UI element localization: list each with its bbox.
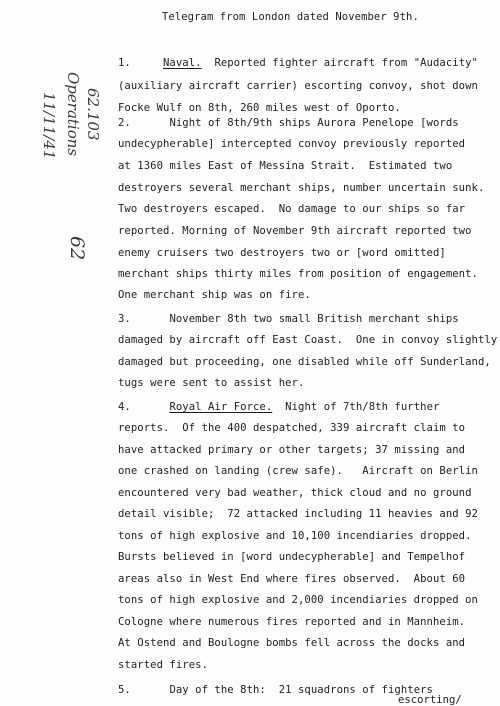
paragraph-line: tons of high explosive and 10,100 incendiaries dropped. <box>118 530 472 542</box>
paragraph-4-line-1 <box>118 401 439 413</box>
paragraph-line: Focke Wulf on 8th, 260 miles west of Oporto. <box>118 102 401 114</box>
paragraph-number: 1. <box>118 57 131 69</box>
paragraph-line: At Ostend and Boulogne bombs fell across the docks and <box>118 637 466 649</box>
paragraph-line: tugs were sent to assist her. <box>118 377 305 389</box>
paragraph-line: detail visible; 72 attacked including 11 heavies and 92 <box>118 508 478 520</box>
paragraph-line: at 1360 miles East of Messina Strait. Estimated two <box>118 160 453 172</box>
paragraph-2-line-1 <box>118 117 459 129</box>
paragraph-line: have attacked primary or other targets; 37 missing and <box>118 444 466 456</box>
telegram-heading: Telegram from London dated November 9th. <box>162 11 419 23</box>
paragraph-text: Reported fighter aircraft from "Audacity" <box>214 57 478 69</box>
paragraph-line: reported. Morning of November 9th aircraft reported two <box>118 225 472 237</box>
paragraph-number: 5. <box>118 684 131 696</box>
paragraph-title: Royal Air Force. <box>169 401 273 413</box>
paragraph-5-line-1 <box>118 684 433 696</box>
paragraph-line: Two destroyers escaped. No damage to our ships so far <box>118 203 466 215</box>
paragraph-line: destroyers several merchant ships, number uncertain sunk. <box>118 182 485 194</box>
paragraph-line: damaged but proceeding, one disabled while off Sunderland, <box>118 356 491 368</box>
paragraph-text: Night of 7th/8th further <box>285 401 440 413</box>
paragraph-text: Day of the 8th: 21 squadrons of fighters <box>169 684 433 696</box>
paragraph-line: areas also in West End where fires observed. About 60 <box>118 573 466 585</box>
paragraph-text: November 8th two small British merchant ships <box>169 313 459 325</box>
paragraph-line: merchant ships thirty miles from position of engagement. <box>118 268 478 280</box>
paragraph-line: reports. Of the 400 despatched, 339 aircraft claim to <box>118 422 466 434</box>
paragraph-1-line-1 <box>118 57 478 69</box>
paragraph-line: started fires. <box>118 659 208 671</box>
margin-note-date: 11/11/41 <box>40 92 58 160</box>
paragraph-line: Bursts believed in [word undecypherable] and Tempelhof <box>118 551 466 563</box>
paragraph-line: damaged by aircraft off East Coast. One in convoy slightly <box>118 334 498 346</box>
margin-note-file-words: Operations <box>64 72 82 157</box>
paragraph-3-line-1 <box>118 313 459 325</box>
margin-note-ref-number: 62.103 <box>84 88 102 141</box>
paragraph-line: enemy cruisers two destroyers two or [word omitted] <box>118 247 446 259</box>
paragraph-line: one crashed on landing (crew safe). Aircraft on Berlin <box>118 465 478 477</box>
paragraph-line: encountered very bad weather, thick cloud and no ground <box>118 487 472 499</box>
paragraph-line: (auxiliary aircraft carrier) escorting convoy, shot down <box>118 80 478 92</box>
paragraph-line: Cologne where numerous fires reported and in Mannheim. <box>118 616 466 628</box>
paragraph-title: Naval. <box>163 57 202 69</box>
paragraph-text: Night of 8th/9th ships Aurora Penelope [words <box>169 117 459 129</box>
paragraph-line: tons of high explosive and 2,000 incendiaries dropped on <box>118 594 478 606</box>
paragraph-number: 2. <box>118 117 131 129</box>
paragraph-line: undecypherable] intercepted convoy previously reported <box>118 138 466 150</box>
margin-note-ref-short: 62 <box>66 236 88 261</box>
continuation-word: escorting/ <box>398 694 462 706</box>
paragraph-number: 4. <box>118 401 131 413</box>
paragraph-line: One merchant ship was on fire. <box>118 289 311 301</box>
paragraph-number: 3. <box>118 313 131 325</box>
